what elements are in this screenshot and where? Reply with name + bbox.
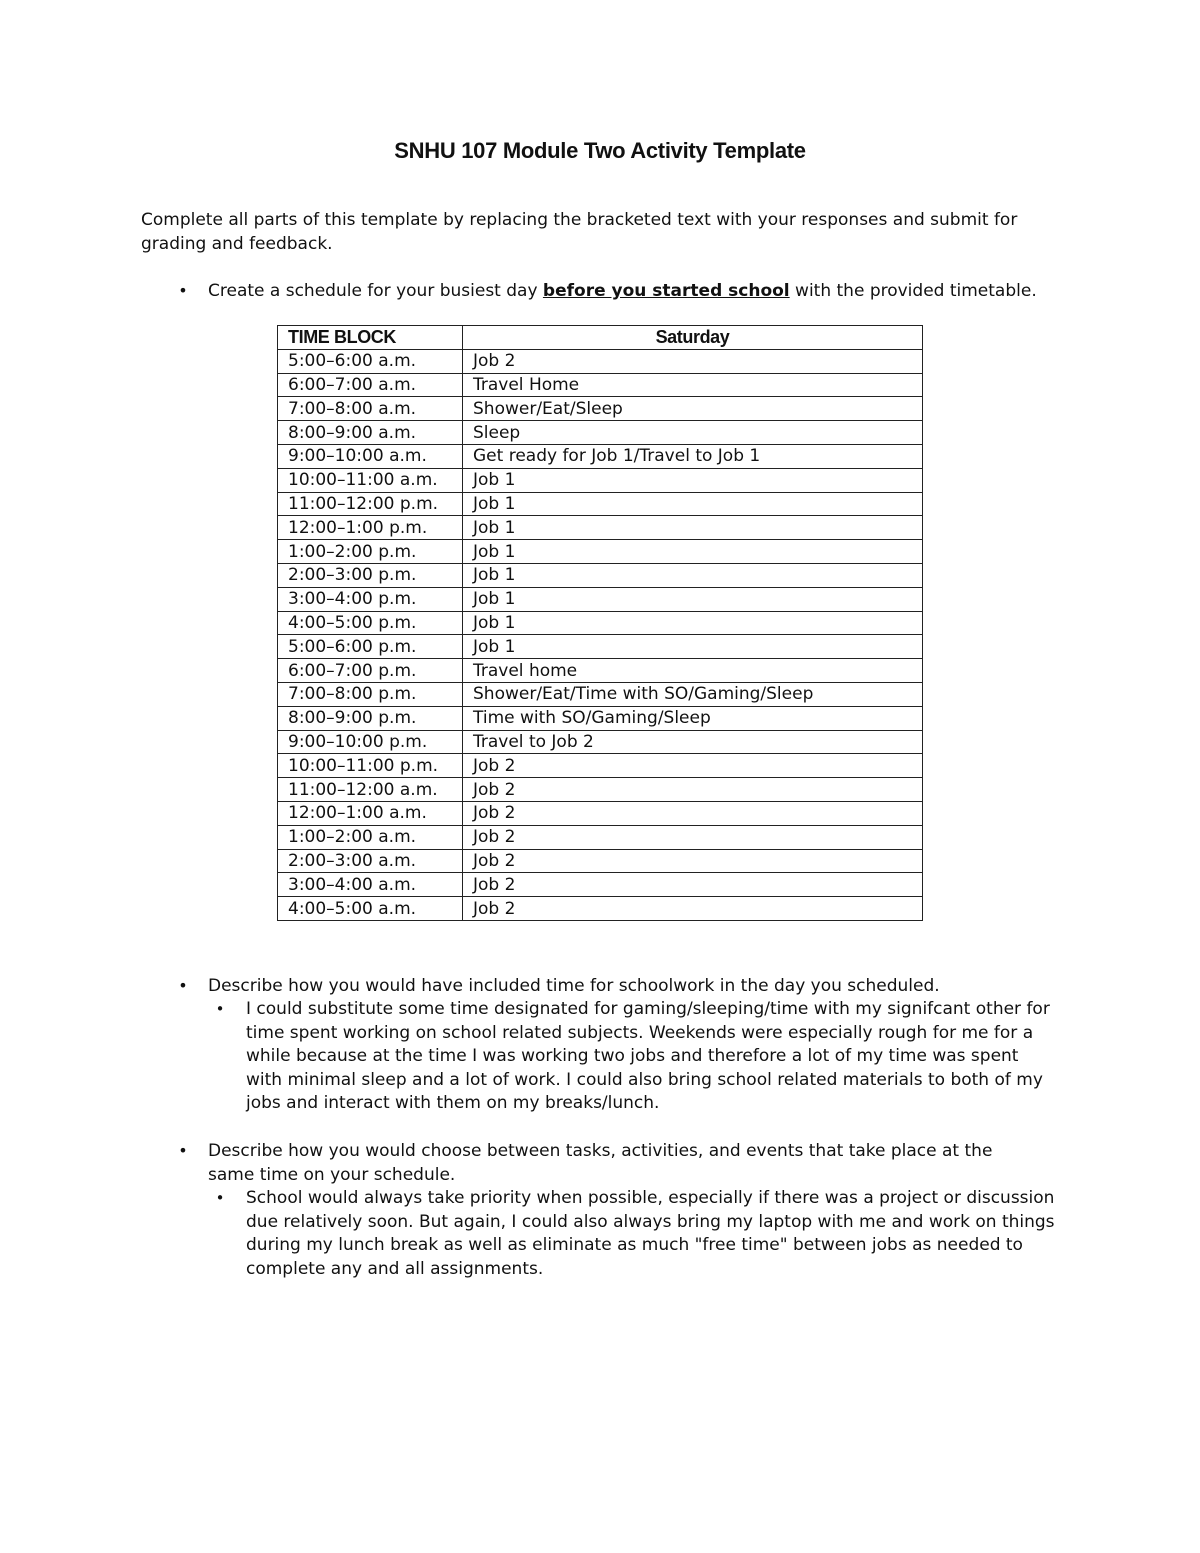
time-block-cell: 10:00–11:00 p.m. [278,754,463,778]
answer-include-schoolwork [212,998,1062,1118]
activity-cell: Job 1 [463,563,923,587]
activity-cell: Job 2 [463,897,923,921]
table-row [278,563,923,587]
table-row [278,778,923,802]
activity-cell: Job 2 [463,873,923,897]
table-row [278,730,923,754]
table-row [278,611,923,635]
time-block-cell: 12:00–1:00 p.m. [278,516,463,540]
column-header-time-block: TIME BLOCK [278,326,463,350]
time-block-cell: 2:00–3:00 a.m. [278,849,463,873]
time-block-cell: 11:00–12:00 p.m. [278,492,463,516]
activity-cell: Get ready for Job 1/Travel to Job 1 [463,444,923,468]
answer-choose-tasks [212,1187,1062,1287]
bullet-create-schedule [173,279,1073,303]
page-title: SNHU 107 Module Two Activity Template [394,138,806,163]
activity-cell: Job 1 [463,540,923,564]
time-block-cell: 1:00–2:00 p.m. [278,540,463,564]
time-block-cell: 9:00–10:00 a.m. [278,444,463,468]
table-row [278,825,923,849]
time-block-cell: 1:00–2:00 a.m. [278,825,463,849]
activity-cell: Job 1 [463,635,923,659]
activity-cell: Job 1 [463,516,923,540]
schedule-table [277,325,923,921]
time-block-cell: 8:00–9:00 p.m. [278,706,463,730]
bullet-point-icon: • [215,1189,225,1207]
bullet-choose-tasks-text: Describe how you would choose between tasks, activities, and events that take place at the same time on your schedule. [208,1141,993,1185]
activity-cell: Job 1 [463,587,923,611]
column-header-saturday: Saturday [463,326,923,350]
time-block-cell: 8:00–9:00 a.m. [278,421,463,445]
table-row [278,349,923,373]
bullet-create-schedule-after: with the provided timetable. [789,281,1037,301]
time-block-cell: 7:00–8:00 p.m. [278,682,463,706]
answer-include-schoolwork-text: I could substitute some time designated for gaming/sleeping/time with my signifcant other for time spent working on school related subjects. Weekends were especially rough for me for a while because at the time I was working two jobs and therefore a lot of my time was spent with minimal sleep and a lot of work. I could also bring school related materials to both of my jobs and interact with them on my breaks/lunch. [246,999,1050,1113]
bullet-create-schedule-before: Create a schedule for your busiest day [208,281,543,301]
time-block-cell: 12:00–1:00 a.m. [278,801,463,825]
bullet-include-schoolwork [173,974,1073,998]
time-block-cell: 5:00–6:00 p.m. [278,635,463,659]
table-row [278,540,923,564]
table-header-row [278,326,923,350]
activity-cell: Job 2 [463,849,923,873]
schedule-table-body [278,349,923,920]
activity-cell: Job 1 [463,468,923,492]
time-block-cell: 9:00–10:00 p.m. [278,730,463,754]
time-block-cell: 4:00–5:00 a.m. [278,897,463,921]
time-block-cell: 6:00–7:00 a.m. [278,373,463,397]
activity-cell: Job 2 [463,754,923,778]
time-block-cell: 7:00–8:00 a.m. [278,397,463,421]
activity-cell: Shower/Eat/Sleep [463,397,923,421]
bullet-choose-tasks [173,1139,1073,1187]
time-block-cell: 5:00–6:00 a.m. [278,349,463,373]
time-block-cell: 4:00–5:00 p.m. [278,611,463,635]
table-row [278,754,923,778]
table-row [278,397,923,421]
bullet-point-icon: • [178,281,188,300]
activity-cell: Shower/Eat/Time with SO/Gaming/Sleep [463,682,923,706]
activity-cell: Sleep [463,421,923,445]
time-block-cell: 11:00–12:00 a.m. [278,778,463,802]
time-block-cell: 6:00–7:00 p.m. [278,659,463,683]
table-row [278,635,923,659]
bullet-point-icon: • [215,1000,225,1018]
table-row [278,468,923,492]
bullet-point-icon: • [178,976,188,995]
table-row [278,873,923,897]
activity-cell: Job 1 [463,611,923,635]
table-row [278,587,923,611]
table-row [278,421,923,445]
table-row [278,801,923,825]
table-row [278,849,923,873]
activity-cell: Time with SO/Gaming/Sleep [463,706,923,730]
activity-cell: Job 1 [463,492,923,516]
table-row [278,706,923,730]
answer-choose-tasks-text: School would always take priority when possible, especially if there was a project or discussion due relatively soon. But again, I could also always bring my laptop with me and work on things during my lunch break as well as eliminate as much "free time" between jobs as needed to complete any and all assignments. [246,1188,1055,1279]
bullet-create-schedule-emphasis: before you started school [542,281,790,301]
activity-cell: Job 2 [463,801,923,825]
time-block-cell: 10:00–11:00 a.m. [278,468,463,492]
activity-cell: Job 2 [463,825,923,849]
bullet-create-schedule-text [208,279,1037,303]
activity-cell: Travel home [463,659,923,683]
time-block-cell: 3:00–4:00 a.m. [278,873,463,897]
table-row [278,444,923,468]
activity-cell: Travel Home [463,373,923,397]
activity-cell: Travel to Job 2 [463,730,923,754]
table-row [278,682,923,706]
instructions-text: Complete all parts of this template by replacing the bracketed text with your responses and submit for grading and feedback. [141,210,1018,254]
bullet-include-schoolwork-text: Describe how you would have included time for schoolwork in the day you scheduled. [208,976,940,996]
table-row [278,659,923,683]
activity-cell: Job 2 [463,349,923,373]
bullet-point-icon: • [178,1141,188,1160]
time-block-cell: 3:00–4:00 p.m. [278,587,463,611]
table-row [278,516,923,540]
table-row [278,492,923,516]
table-row [278,373,923,397]
activity-cell: Job 2 [463,778,923,802]
time-block-cell: 2:00–3:00 p.m. [278,563,463,587]
table-row [278,897,923,921]
